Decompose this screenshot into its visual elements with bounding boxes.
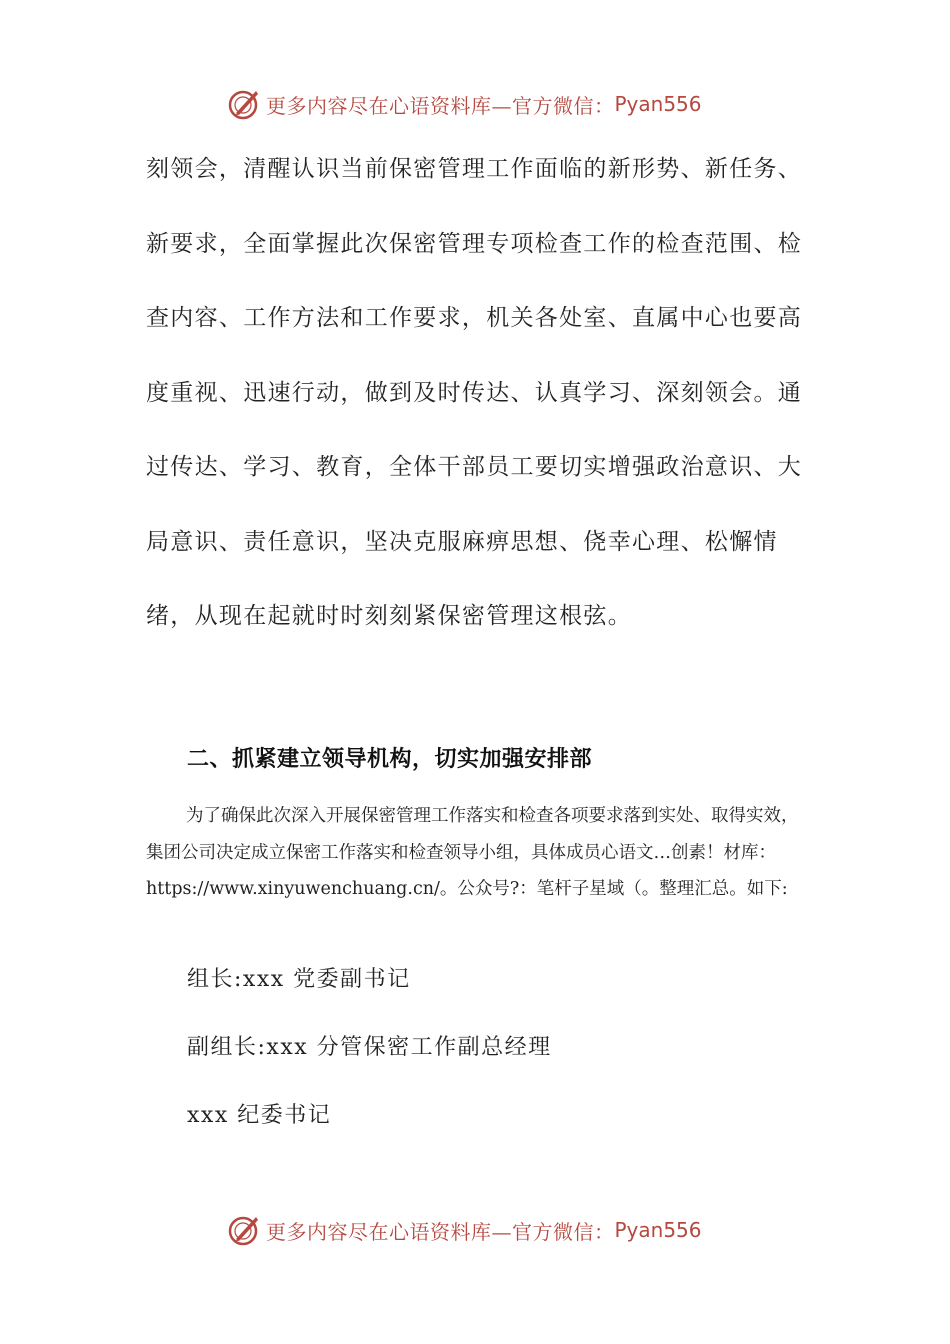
banner-text: 更多内容尽在心语资料库—官方微信： [266,93,615,118]
quill-logo-icon [226,1212,262,1248]
banner-wechat-id: Pyan556 [614,92,702,116]
member-discipline-secretary: xxx 纪委书记 [187,1103,332,1128]
banner-wechat-id: Pyan556 [614,1218,702,1242]
section-intro-paragraph: 为了确保此次深入开展保密管理工作落实和检查各项要求落到实处、取得实效，集团公司决定成立保密工作落实和检查领导小组，具体成员心语文…创素！材库：https://www.xinyuwenchuang.cn/。公众号?：笔杆子星域（。整理汇总。如下: [146,806,799,899]
header-banner [226,84,702,124]
quill-logo-icon [226,86,262,122]
section-heading: 二、抓紧建立领导机构，切实加强安排部 [187,747,593,772]
banner-text: 更多内容尽在心语资料库—官方微信： [266,1219,615,1244]
footer-banner [226,1210,702,1250]
member-leader: 组长:xxx 党委副书记 [187,967,411,992]
body-paragraph: 刻领会，清醒认识当前保密管理工作面临的新形势、新任务、新要求，全面掌握此次保密管理专项检查工作的检查范围、检查内容、工作方法和工作要求，机关各处室、直属中心也要高度重视、迅速行动，做到及时传达、认真学习、深刻领会。通过传达、学习、教育，全体干部员工要切实增强政治意识、大局意识、责任意识，坚决克服麻痹思想、侥幸心理、松懈情绪，从现在起就时时刻刻紧保密管理这根弦。 [146,156,803,629]
member-deputy-leader: 副组长:xxx 分管保密工作副总经理 [187,1035,552,1060]
